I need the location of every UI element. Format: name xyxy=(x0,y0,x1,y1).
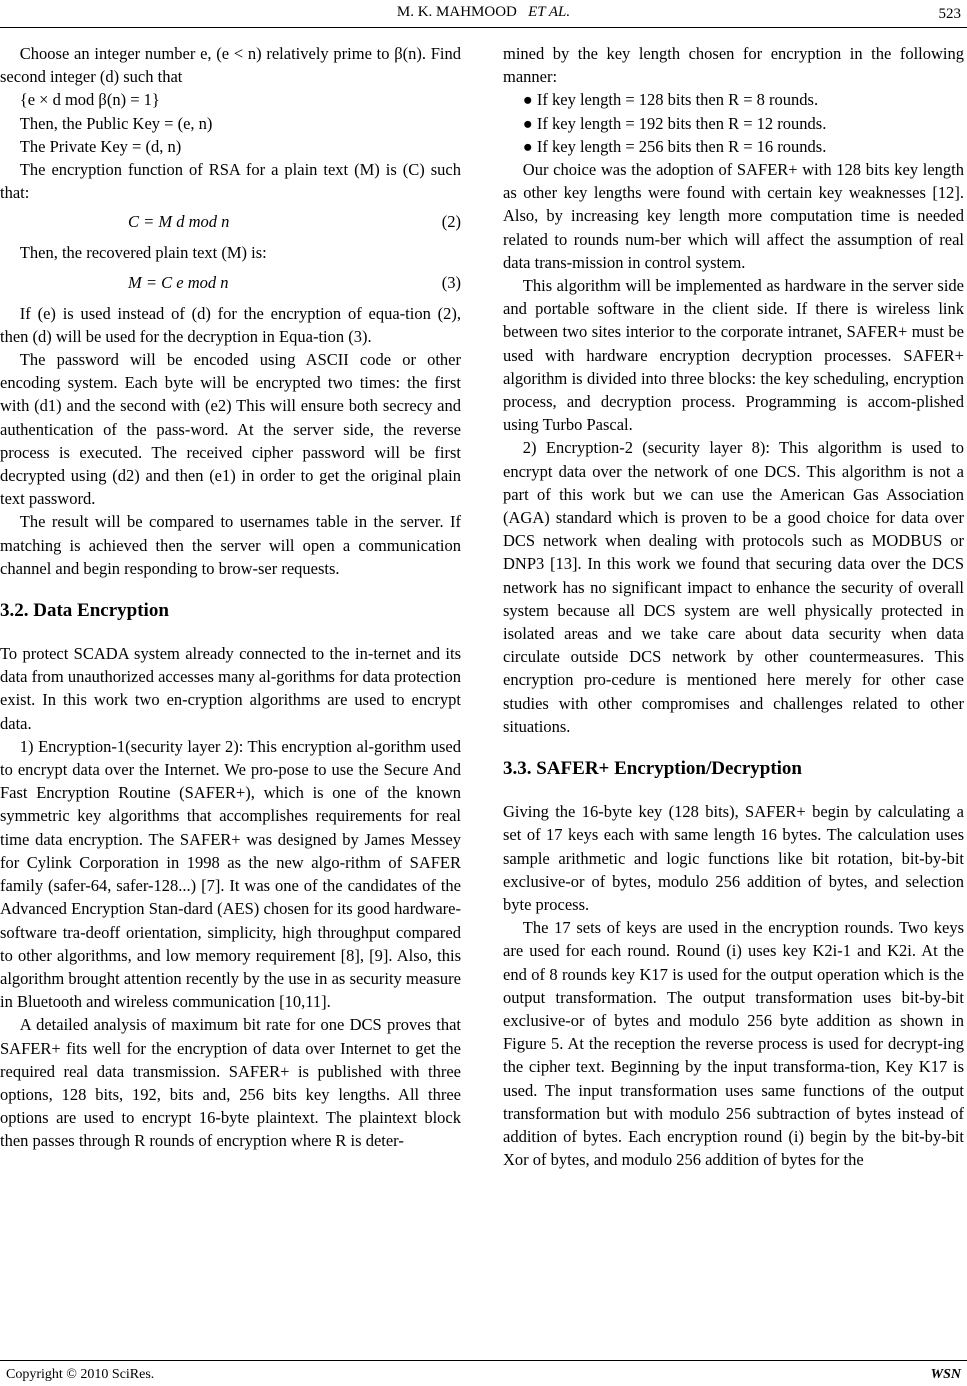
paragraph: Our choice was the adoption of SAFER+ with 128 bits key length as other key lengths were found with certain key weaknesses [12]. Also, by increasing key length more computation time is needed related to rounds num-ber which will affect the assumption of real data trans-mission in control system. xyxy=(503,160,964,272)
running-header xyxy=(0,4,967,28)
journal-name: WSN xyxy=(930,1367,961,1382)
section-heading: 3.3. SAFER+ Encryption/Decryption xyxy=(503,758,802,780)
header-rule xyxy=(0,27,967,28)
formula-condition: {e × d mod β(n) = 1} xyxy=(19,90,160,110)
left-column xyxy=(0,42,461,1153)
equation-expression: C = M d mod n xyxy=(128,212,230,232)
paragraph: The encryption function of RSA for a plain text (M) is (C) such that: xyxy=(0,160,461,203)
copyright: Copyright © 2010 SciRes. xyxy=(6,1367,155,1382)
equation-3 xyxy=(0,271,461,296)
paragraph: Choose an integer number e, (e < n) relatively prime to β(n). Find second integer (d) such that xyxy=(0,44,461,87)
running-authors: M. K. MAHMOOD ET AL. xyxy=(396,4,571,20)
equation-number: (3) xyxy=(441,272,461,292)
paragraph: This algorithm will be implemented as hardware in the server side and portable software in the client side. If there is wireless link between two sites interior to the corporate intranet, SAFER+ must be used with hardware encryption decryption processes. SAFER+ algorithm is divided into three blocks: the key scheduling, encryption process, and decryption process. Programming is accom-plished using Turbo Pascal. xyxy=(503,276,964,435)
paragraph: The Private Key = (d, n) xyxy=(19,136,182,156)
paragraph: To protect SCADA system already connected to the in-ternet and its data from unauthorized accesses many al-gorithms for data protection exist. In this work two en-cryption algorithms are used to encrypt data. xyxy=(0,644,461,733)
bullet-item: ● If key length = 256 bits then R = 16 rounds. xyxy=(522,136,827,156)
paragraph: A detailed analysis of maximum bit rate for one DCS proves that SAFER+ fits well for the encryption of data over Internet to get the required real data transmission. SAFER+ is published with three options, 128 bits, 192, bits and, 256 bits key lengths. All three options are used to encrypt 16-byte plaintext. The plaintext block then passes through R rounds of encryption where R is deter- xyxy=(0,1015,461,1151)
page-number: 523 xyxy=(938,6,961,22)
equation-2 xyxy=(0,210,461,235)
paragraph: Then, the recovered plain text (M) is: xyxy=(19,243,267,263)
equation-number: (2) xyxy=(441,212,461,232)
paragraph: The 17 sets of keys are used in the encryption rounds. Two keys are used for each round. Round (i) uses key K2i-1 and K2i. At the end of 8 rounds key K17 is used for the output operation which is the output transformation. The output transformation uses bit-by-bit exclusive-or of bytes and modulo 256 byte addition as shown in Figure 5. At the reception the reverse process is used for decrypt-ing the cipher text. Beginning by the input transforma-tion, Key K17 is used. The input transformation uses same functions of the output transformation but with modulo 256 subtraction of bytes instead of addition of bytes. Each encryption round (i) begin by the bit-by-bit Xor of bytes, and modulo 256 addition of bytes for the xyxy=(503,918,964,1170)
paragraph: Then, the Public Key = (e, n) xyxy=(19,113,213,133)
equation-expression: M = C e mod n xyxy=(128,272,229,292)
paragraph: 2) Encryption-2 (security layer 8): This algorithm is used to encrypt data over the network of one DCS. This algorithm is not a part of this work but we can use the American Gas Association (AGA) standard which is proven to be a good choice for data over DCS network when dealing with protocols such as MODBUS or DNP3 [13]. In this work we found that securing data over the DCS network has no significant impact to enhance the security of overall system because all DCS system are well physically protected in isolated areas and we take care about data security when data circulate outside DCS network by other countermeasures. This encryption pro-cedure is mentioned here merely for other case studies with other compromises and challenges related to other situations. xyxy=(503,438,964,736)
section-heading: 3.2. Data Encryption xyxy=(0,600,169,622)
bullet-item: ● If key length = 192 bits then R = 12 rounds. xyxy=(522,113,827,133)
paragraph: mined by the key length chosen for encryption in the following manner: xyxy=(503,44,964,87)
paragraph: The password will be encoded using ASCII code or other encoding system. Each byte will be encrypted two times: the first with (d1) and the second with (e2) This will ensure both secrecy and authentication of the pass-word. At the server side, the reverse process is executed. The received cipher password will be first decrypted using (d2) and then (e1) in order to get the original plain text password. xyxy=(0,350,461,509)
paragraph: 1) Encryption-1(security layer 2): This encryption al-gorithm used to encrypt data over the Internet. We pro-pose to use the Secure And Fast Encryption Routine (SAFER+), which is one of the known symmetric key algorithms that accomplishes requirements for real time data encryption. The SAFER+ was designed by James Messey for Cylink Corporation in 1998 as the new algo-rithm of SAFER family (safer-64, safer-128...) [7]. It was one of the candidates of the Advanced Encryption Stan-dard (AES) chosen for its good hardware-software tra-deoff orientation, simplicity, high throughput compared to other algorithms, and low memory requirement [8], [9]. Also, this algorithm brought attention recently by the use in as security measure in Bluetooth and wireless communication [10,11]. xyxy=(0,736,461,1012)
bullet-item: ● If key length = 128 bits then R = 8 rounds. xyxy=(522,90,819,110)
paragraph: Giving the 16-byte key (128 bits), SAFER+ begin by calculating a set of 17 keys each with same length 16 bytes. The calculation uses sample arithmetic and logic functions like bit rotation, bit-by-bit exclusive-or of bytes, modulo 256 addition of bytes, and selection byte process. xyxy=(503,802,964,914)
footer-rule xyxy=(0,1360,967,1361)
paragraph: The result will be compared to usernames table in the server. If matching is achieved then the server will open a communication channel and begin responding to brow-ser requests. xyxy=(0,512,461,578)
right-column xyxy=(503,42,964,1171)
paragraph: If (e) is used instead of (d) for the encryption of equa-tion (2), then (d) will be used for the decryption in Equa-tion (3). xyxy=(0,303,461,346)
